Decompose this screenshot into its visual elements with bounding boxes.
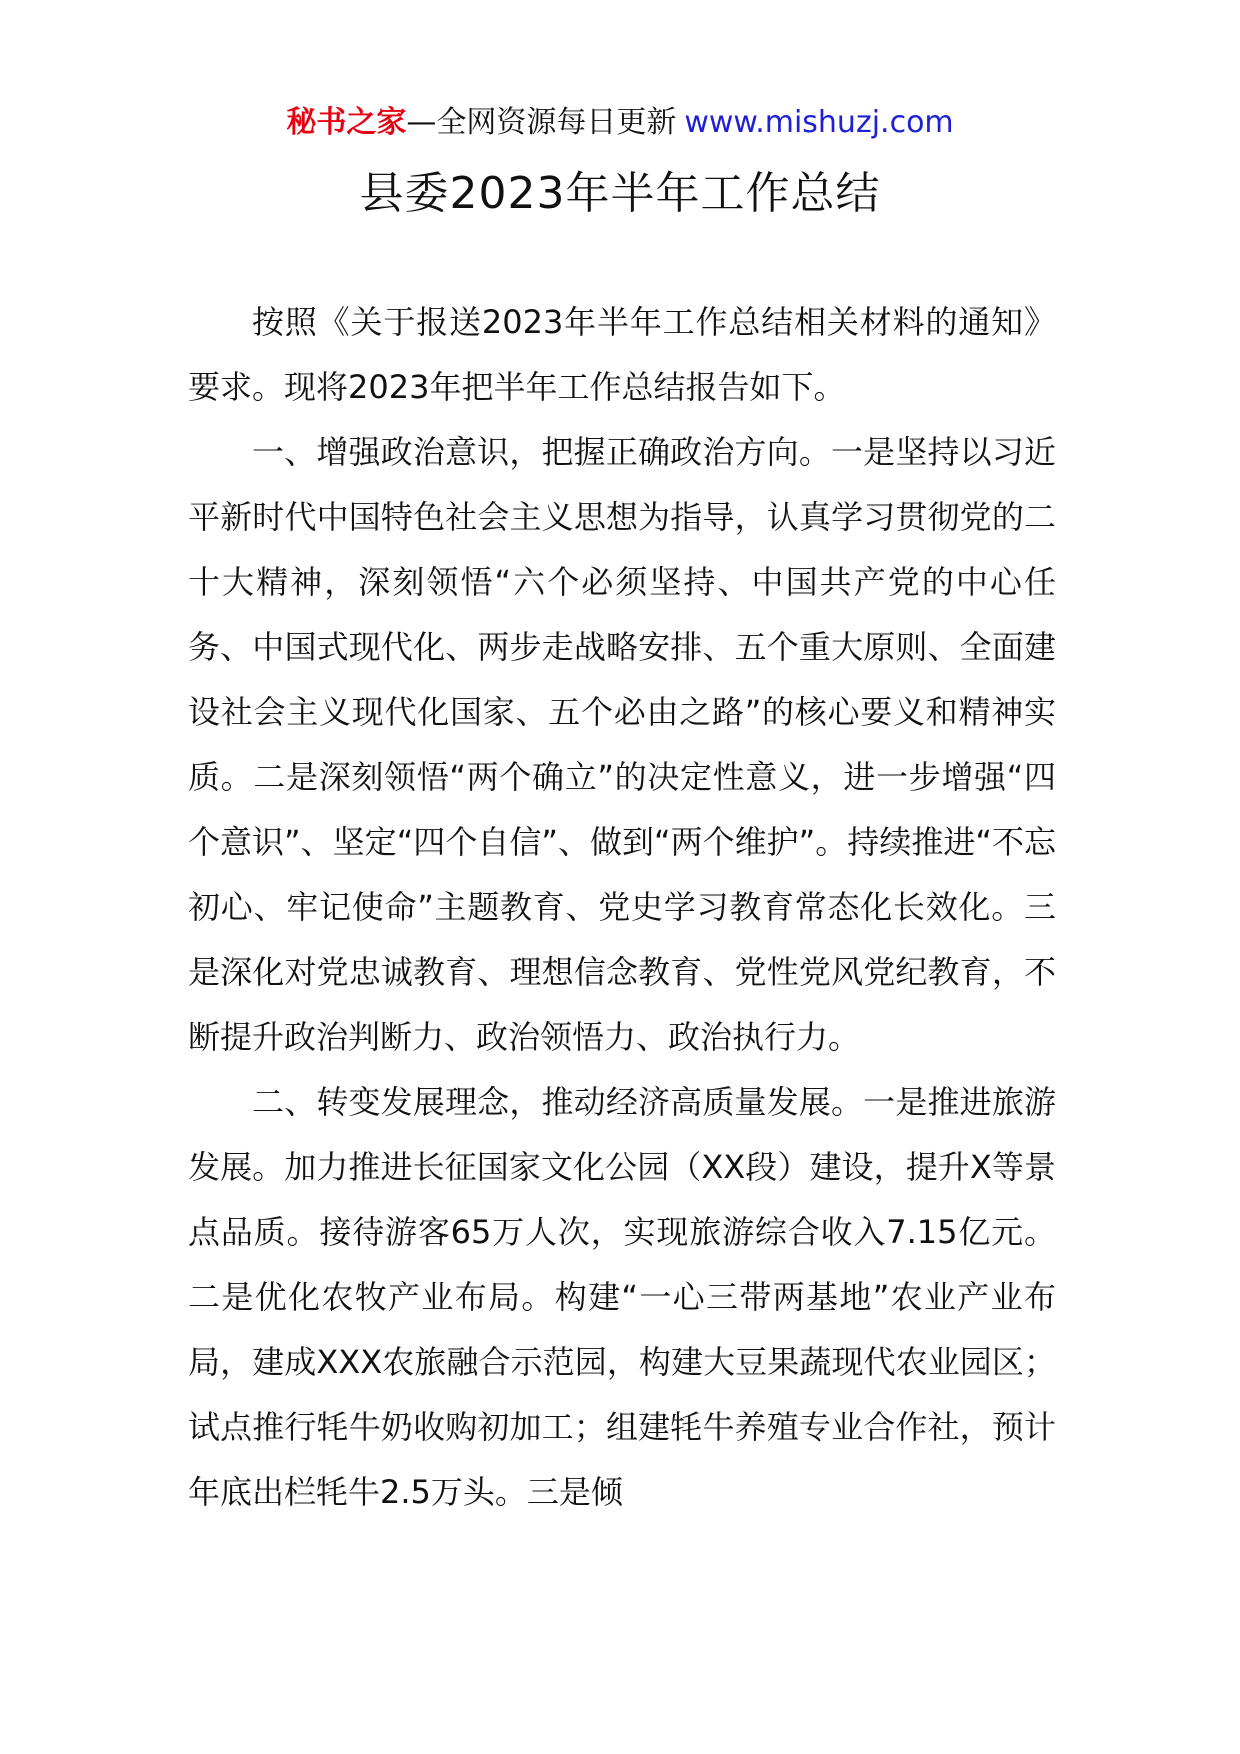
site-url-link[interactable]: www.mishuzj.com: [684, 105, 954, 140]
document-body: [188, 290, 1056, 1525]
brand-name: 秘书之家: [286, 105, 407, 140]
document-title: 县委2023年半年工作总结: [359, 168, 881, 219]
source-header: [0, 103, 1240, 143]
paragraph-intro: 按照《关于报送2023年半年工作总结相关材料的通知》要求。现将2023年把半年工作总结报告如下。: [188, 303, 1056, 406]
paragraph-section-1: 一、增强政治意识，把握正确政治方向。一是坚持以习近平新时代中国特色社会主义思想为指导，认真学习贯彻党的二十大精神，深刻领悟“六个必须坚持、中国共产党的中心任务、中国式现代化、两步走战略安排、五个重大原则、全面建设社会主义现代化国家、五个必由之路”的核心要义和精神实质。二是深刻领悟“两个确立”的决定性意义，进一步增强“四个意识”、坚定“四个自信”、做到“两个维护”。持续推进“不忘初心、牢记使命”主题教育、党史学习教育常态化长效化。三是深化对党忠诚教育、理想信念教育、党性党风党纪教育，不断提升政治判断力、政治领悟力、政治执行力。: [188, 433, 1056, 1056]
paragraph-section-2: 二、转变发展理念，推动经济高质量发展。一是推进旅游发展。加力推进长征国家文化公园（XX段）建设，提升X等景点品质。接待游客65万人次，实现旅游综合收入7.15亿元。二是优化农牧产业布局。构建“一心三带两基地”农业产业布局，建成XXX农旅融合示范园，构建大豆果蔬现代农业园区；试点推行牦牛奶收购初加工；组建牦牛养殖专业合作社，预计年底出栏牦牛2.5万头。三是倾: [188, 1083, 1056, 1511]
header-tagline: —全网资源每日更新: [406, 105, 677, 140]
